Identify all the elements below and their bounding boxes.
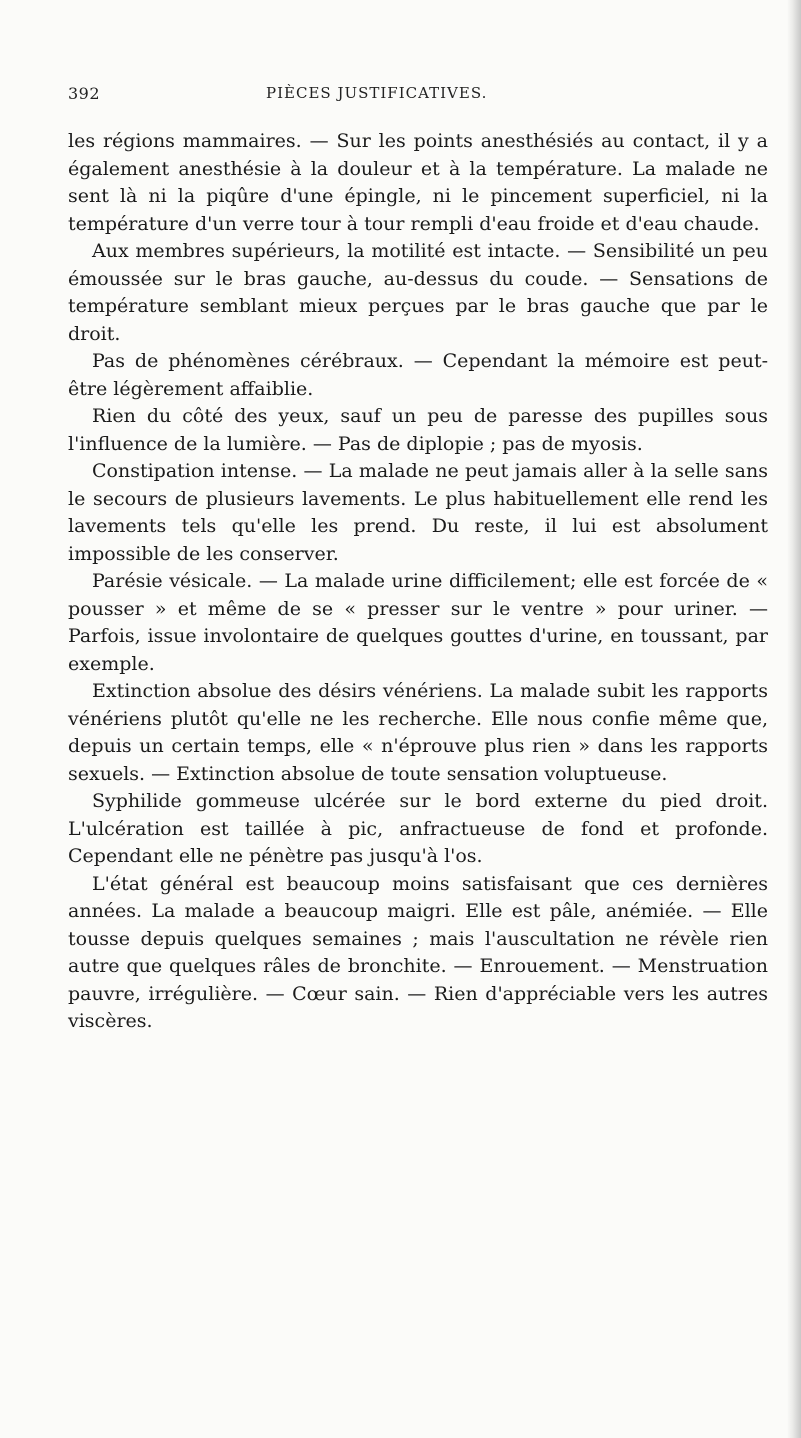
running-title: PIÈCES JUSTIFICATIVES. [266, 84, 488, 102]
page-header [0, 84, 801, 108]
page-number: 392 [68, 84, 101, 103]
paragraph-eyes: Rien du côté des yeux, sauf un peu de paresse des pupilles sous l'influence de la lumière. — Pas de diplopie ; pas de myosis. [68, 405, 768, 455]
paragraph-bladder: Parésie vésicale. — La malade urine difficilement; elle est forcée de « pousser » et même de se « presser sur le ventre » pour uriner. — Parfois, issue involontaire de quelques gouttes d'urine, en toussant, par exemple. [68, 570, 768, 675]
paragraph-general-state: L'état général est beaucoup moins satisfaisant que ces dernières années. La malade a beaucoup maigri. Elle est pâle, anémiée. — Elle tousse depuis quelques semaines ; mais l'auscultation ne révèle rien autre que quelques râles de bronchite. — Enrouement. — Menstruation pauvre, irrégulière. — Cœur sain. — Rien d'appréciable vers les autres viscères. [68, 872, 768, 1032]
page-edge-shadow [787, 0, 801, 1438]
paragraph-venereal: Extinction absolue des désirs vénériens. La malade subit les rapports vénériens plutôt qu'elle ne les recherche. Elle nous confie même que, depuis un certain temps, elle « n'éprouve plus rien » dans les rapports sexuels. — Extinction absolue de toute sensation voluptueuse. [68, 680, 768, 785]
paragraph-cerebral: Pas de phénomènes cérébraux. — Cependant la mémoire est peut-être légèrement affaiblie. [68, 350, 768, 400]
page-body-text [68, 128, 768, 1036]
paragraph-upper-limbs: Aux membres supérieurs, la motilité est intacte. — Sensibilité un peu émoussée sur le bras gauche, au-dessus du coude. — Sensations de température semblant mieux perçues par le bras gauche que par le droit. [68, 240, 768, 345]
paragraph-sensibility-mammary: les régions mammaires. — Sur les points anesthésiés au contact, il y a également anesthésie à la douleur et à la température. La malade ne sent là ni la piqûre d'une épingle, ni le pincement superficiel, ni la température d'un verre tour à tour rempli d'eau froide et d'eau chaude. [68, 130, 768, 235]
paragraph-syphilide: Syphilide gommeuse ulcérée sur le bord externe du pied droit. L'ulcération est taillée à pic, anfractueuse de fond et profonde. Cependant elle ne pénètre pas jusqu'à l'os. [68, 790, 768, 867]
paragraph-constipation: Constipation intense. — La malade ne peut jamais aller à la selle sans le secours de plusieurs lavements. Le plus habituellement elle rend les lavements tels qu'elle les prend. Du reste, il lui est absolument impossible de les conserver. [68, 460, 768, 565]
